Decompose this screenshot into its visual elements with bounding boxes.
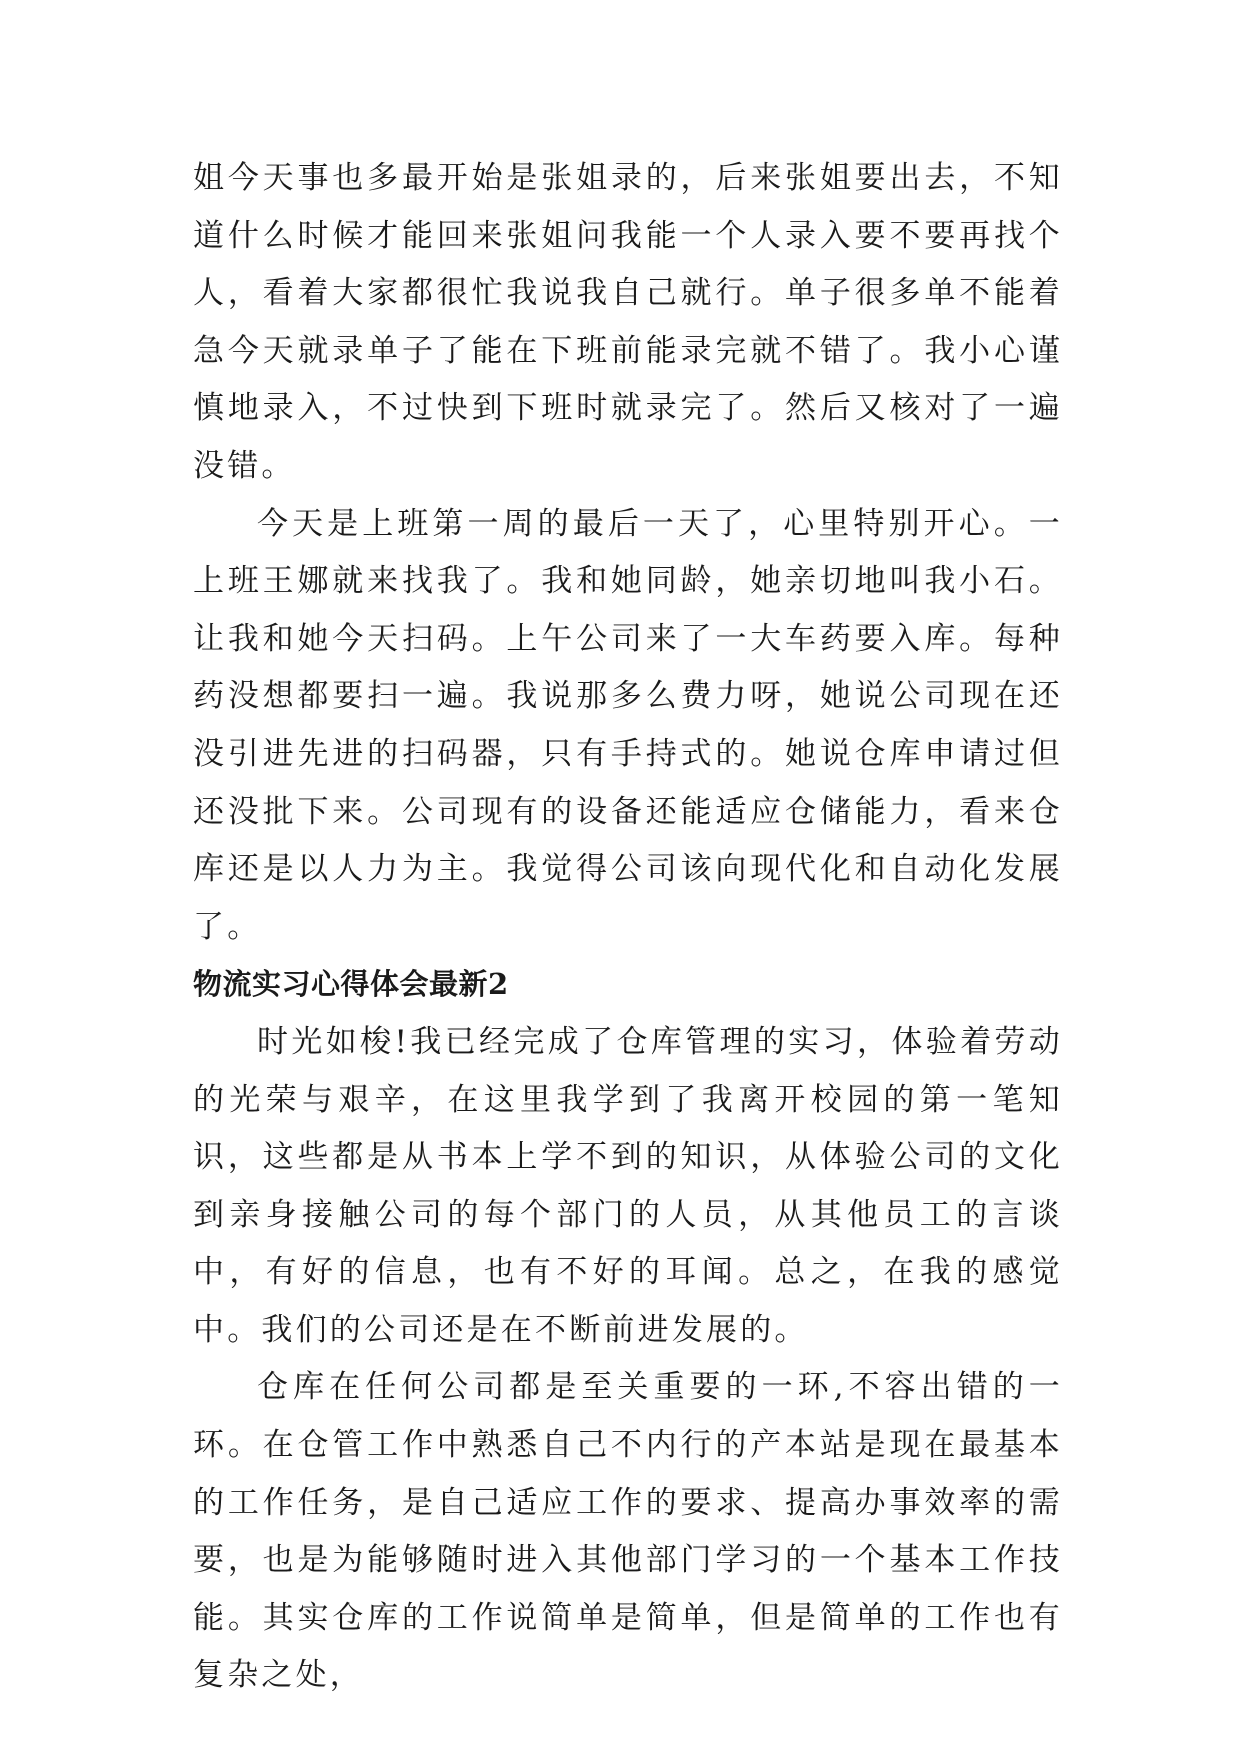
body-paragraph: 仓库在任何公司都是至关重要的一环,不容出错的一环。在仓管工作中熟悉自己不内行的产本站是现在最基本的工作任务，是自己适应工作的要求、提高办事效率的需要，也是为能够随时进入其他部门学习的一个基本工作技能。其实仓库的工作说简单是简单，但是简单的工作也有复杂之处，: [193, 1369, 1063, 1694]
body-paragraph: 今天是上班第一周的最后一天了，心里特别开心。一上班王娜就来找我了。我和她同龄，她亲切地叫我小石。让我和她今天扫码。上午公司来了一大车药要入库。每种药没想都要扫一遍。我说那多么费力呀，她说公司现在还没引进先进的扫码器，只有手持式的。她说仓库申请过但还没批下来。公司现有的设备还能适应仓储能力，看来仓库还是以人力为主。我觉得公司该向现代化和自动化发展了。: [193, 505, 1063, 945]
document-body: [193, 150, 1063, 1705]
body-paragraph: 时光如梭!我已经完成了仓库管理的实习，体验着劳动的光荣与艰辛，在这里我学到了我离开校园的第一笔知识，这些都是从书本上学不到的知识，从体验公司的文化到亲身接触公司的每个部门的人员，从其他员工的言谈中，有好的信息，也有不好的耳闻。总之，在我的感觉中。我们的公司还是在不断前进发展的。: [193, 1023, 1063, 1348]
section-heading: 物流实习心得体会最新2: [193, 967, 509, 1002]
body-paragraph: 姐今天事也多最开始是张姐录的，后来张姐要出去，不知道什么时候才能回来张姐问我能一个人录入要不要再找个人，看着大家都很忙我说我自己就行。单子很多单不能着急今天就录单子了能在下班前能录完就不错了。我小心谨慎地录入，不过快到下班时就录完了。然后又核对了一遍没错。: [193, 160, 1063, 484]
